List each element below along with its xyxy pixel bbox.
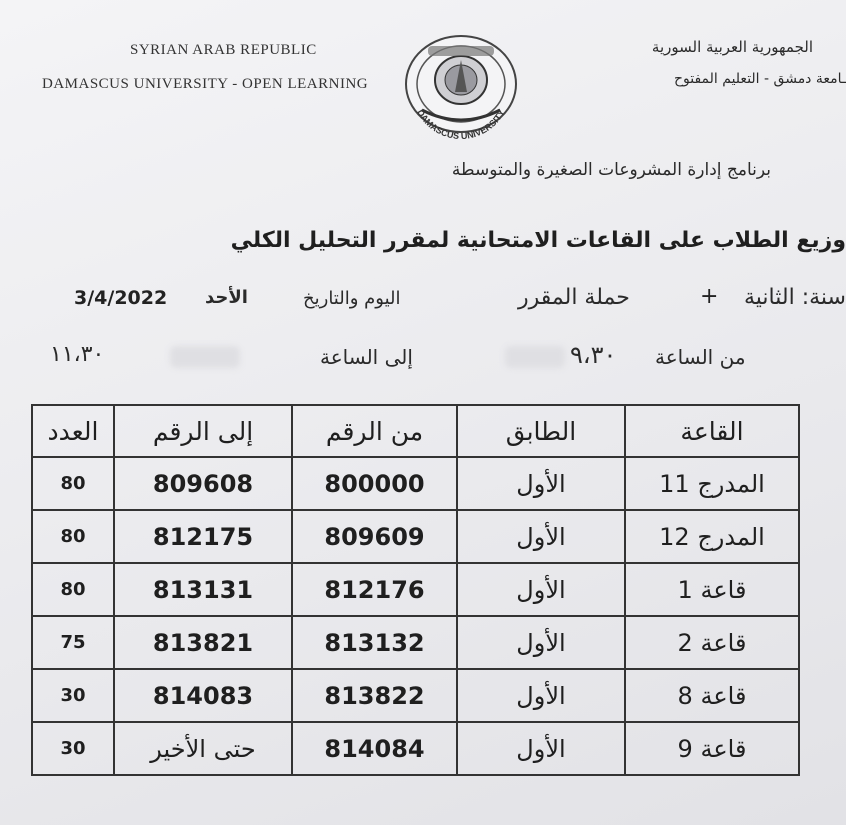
date-value: 3/4/2022 xyxy=(74,287,168,309)
header-university-en: DAMASCUS UNIVERSITY - OPEN LEARNING xyxy=(42,76,369,92)
floor-cell: الأول xyxy=(457,563,625,616)
hall-cell: قاعة 2 xyxy=(625,616,799,669)
count-cell: 80 xyxy=(32,510,114,563)
from-time-value: ٩،٣٠ xyxy=(570,341,617,369)
day-date-label: اليوم والتاريخ xyxy=(303,288,401,309)
hall-cell: قاعة 1 xyxy=(625,563,799,616)
from-number-cell: 813132 xyxy=(292,616,457,669)
hall-cell: قاعة 9 xyxy=(625,722,799,775)
university-seal-logo xyxy=(398,32,524,144)
to-time-label: إلى الساعة xyxy=(320,345,413,369)
day-value: الأحد xyxy=(205,287,248,308)
from-time-label: من الساعة xyxy=(655,345,746,369)
floor-cell: الأول xyxy=(457,616,625,669)
year-label: سنة: الثانية xyxy=(744,285,846,310)
to-time-value: ١١،٣٠ xyxy=(50,342,105,367)
hall-cell: المدرج 11 xyxy=(625,457,799,510)
plus-sign: + xyxy=(700,284,719,309)
program-name: برنامج إدارة المشروعات الصغيرة والمتوسطة xyxy=(451,160,771,180)
to-number-cell: 814083 xyxy=(114,669,292,722)
count-cell: 80 xyxy=(32,457,114,510)
header-to-number: إلى الرقم xyxy=(114,405,292,457)
to-number-cell: 809608 xyxy=(114,457,292,510)
header-country-en: SYRIAN ARAB REPUBLIC xyxy=(130,42,317,58)
hall-distribution-table xyxy=(31,404,800,776)
count-cell: 30 xyxy=(32,669,114,722)
course-carriers-label: حملة المقرر xyxy=(518,285,630,310)
table-row xyxy=(32,669,799,722)
floor-cell: الأول xyxy=(457,510,625,563)
header-floor: الطابق xyxy=(457,405,625,457)
table-header-row xyxy=(32,405,799,457)
from-number-cell: 813822 xyxy=(292,669,457,722)
floor-cell: الأول xyxy=(457,669,625,722)
table-row xyxy=(32,722,799,775)
header-from-number: من الرقم xyxy=(292,405,457,457)
count-cell: 75 xyxy=(32,616,114,669)
table-row xyxy=(32,510,799,563)
floor-cell: الأول xyxy=(457,457,625,510)
hall-cell: قاعة 8 xyxy=(625,669,799,722)
header-country-ar: الجمهورية العربية السورية xyxy=(651,38,813,56)
to-number-cell: 813821 xyxy=(114,616,292,669)
from-number-cell: 800000 xyxy=(292,457,457,510)
redacted-area xyxy=(170,346,240,368)
to-number-cell: 813131 xyxy=(114,563,292,616)
hall-cell: المدرج 12 xyxy=(625,510,799,563)
from-number-cell: 809609 xyxy=(292,510,457,563)
table-row xyxy=(32,457,799,510)
table-row xyxy=(32,616,799,669)
seal-caption: DAMASCUS UNIVERSITY xyxy=(415,107,507,142)
from-number-cell: 814084 xyxy=(292,722,457,775)
count-cell: 80 xyxy=(32,563,114,616)
table-row xyxy=(32,563,799,616)
to-number-cell: 812175 xyxy=(114,510,292,563)
redacted-area xyxy=(505,346,565,368)
header-hall: القاعة xyxy=(625,405,799,457)
header-university-ar: ـامعة دمشق - التعليم المفتوح xyxy=(673,71,846,87)
header-count: العدد xyxy=(32,405,114,457)
to-number-cell: حتى الأخير xyxy=(114,722,292,775)
floor-cell: الأول xyxy=(457,722,625,775)
from-number-cell: 812176 xyxy=(292,563,457,616)
count-cell: 30 xyxy=(32,722,114,775)
document-title: وزيع الطلاب على القاعات الامتحانية لمقرر التحليل الكلي xyxy=(230,228,846,253)
